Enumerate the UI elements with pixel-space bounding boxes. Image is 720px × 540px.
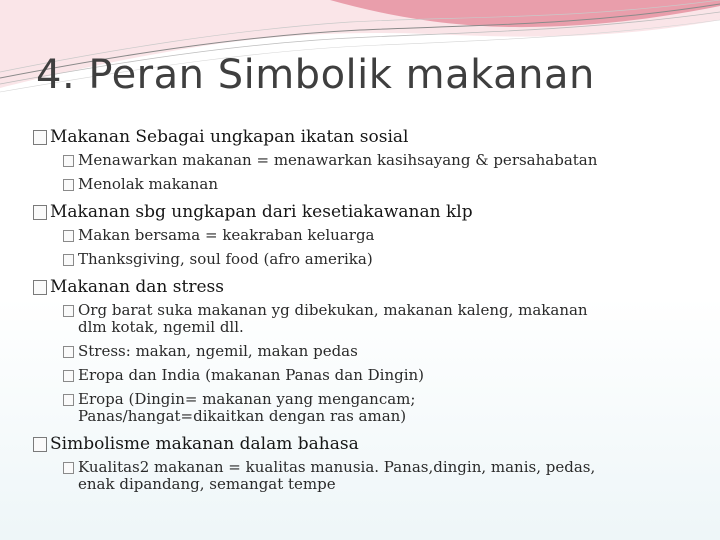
list-item-line: enak dipandang, semangat tempe <box>78 475 336 493</box>
missing-glyph-box-icon <box>63 394 74 406</box>
list-item <box>63 251 693 268</box>
missing-glyph-box-icon <box>63 155 74 167</box>
missing-glyph-box-icon <box>33 280 47 295</box>
section-heading-text: Makanan Sebagai ungkapan ikatan sosial <box>50 127 409 147</box>
list-item-line: Eropa dan India (makanan Panas dan Dingin) <box>78 366 425 384</box>
list-item <box>63 459 693 493</box>
list-item-text <box>78 343 358 360</box>
missing-glyph-box-icon <box>33 437 47 452</box>
list-item-text <box>78 459 595 493</box>
section-heading-text: Simbolisme makanan dalam bahasa <box>50 434 359 454</box>
section-heading <box>33 277 693 297</box>
bullet-list <box>33 127 693 500</box>
section-heading <box>33 434 693 454</box>
list-item-line: Makan bersama = keakraban keluarga <box>78 226 375 244</box>
section-heading <box>33 127 693 147</box>
list-item <box>63 152 693 169</box>
list-item-text <box>78 367 424 384</box>
list-item-line: Stress: makan, ngemil, makan pedas <box>78 342 358 360</box>
list-item-line: Thanksgiving, soul food (afro amerika) <box>78 250 373 268</box>
missing-glyph-box-icon <box>63 230 74 242</box>
list-item-line: dlm kotak, ngemil dll. <box>78 318 244 336</box>
section-heading-text: Makanan sbg ungkapan dari kesetiakawanan klp <box>50 202 473 222</box>
list-item-text <box>78 302 588 336</box>
list-item <box>63 227 693 244</box>
list-item-line: Org barat suka makanan yg dibekukan, makanan kaleng, makanan <box>78 301 588 319</box>
list-item-line: Panas/hangat=dikaitkan dengan ras aman) <box>78 407 407 425</box>
list-item-line: Kualitas2 makanan = kualitas manusia. Panas,dingin, manis, pedas, <box>78 458 596 476</box>
list-item-text <box>78 251 373 268</box>
list-item <box>63 176 693 193</box>
list-item <box>63 391 693 425</box>
list-item-line: Eropa (Dingin= makanan yang mengancam; <box>78 390 416 408</box>
missing-glyph-box-icon <box>63 179 74 191</box>
list-item-line: Menolak makanan <box>78 175 218 193</box>
missing-glyph-box-icon <box>63 305 74 317</box>
missing-glyph-box-icon <box>63 346 74 358</box>
list-item-text <box>78 152 597 169</box>
missing-glyph-box-icon <box>63 254 74 266</box>
list-item <box>63 367 693 384</box>
list-item-text <box>78 176 218 193</box>
list-item <box>63 343 693 360</box>
page-title: 4. Peran Simbolik makanan <box>36 52 595 98</box>
section-heading-text: Makanan dan stress <box>50 277 224 297</box>
list-item-line: Menawarkan makanan = menawarkan kasihsayang & persahabatan <box>78 151 598 169</box>
missing-glyph-box-icon <box>33 205 47 220</box>
missing-glyph-box-icon <box>33 130 47 145</box>
missing-glyph-box-icon <box>63 370 74 382</box>
list-item <box>63 302 693 336</box>
section-heading <box>33 202 693 222</box>
missing-glyph-box-icon <box>63 462 74 474</box>
list-item-text <box>78 391 415 425</box>
list-item-text <box>78 227 375 244</box>
